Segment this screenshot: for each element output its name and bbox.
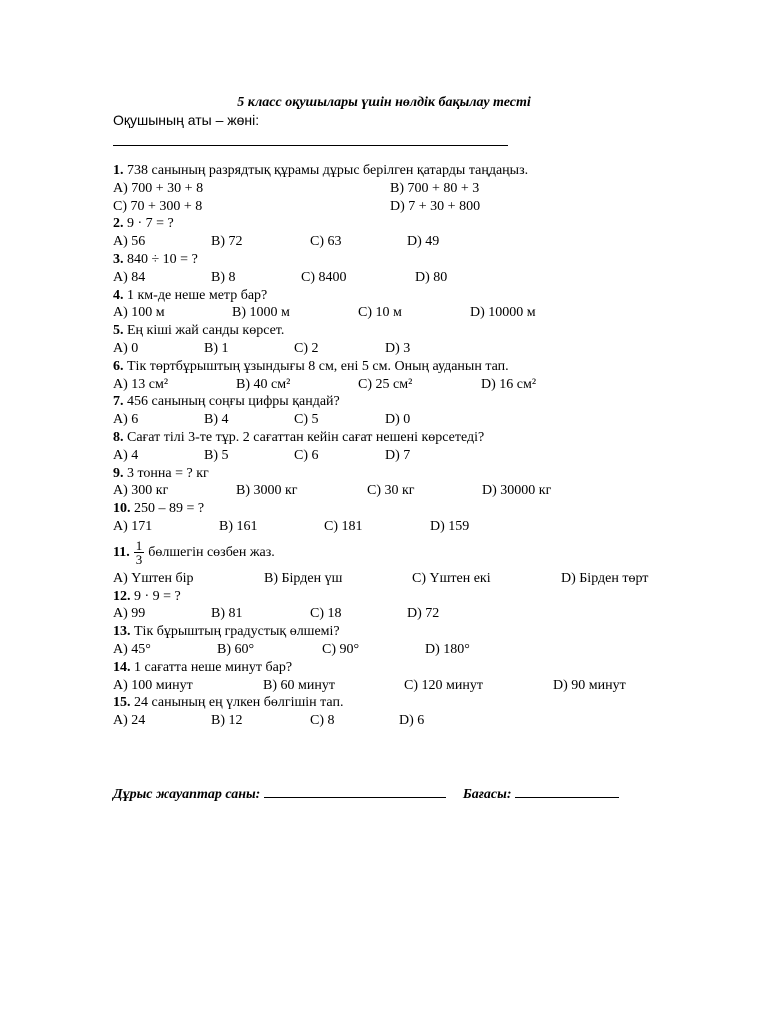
option-c[interactable]: C) 120 минут	[404, 677, 483, 693]
option-a[interactable]: A) 700 + 30 + 8	[113, 180, 204, 196]
options-11	[113, 570, 713, 588]
option-a[interactable]: A) 0	[113, 340, 139, 356]
option-d[interactable]: D) 3	[385, 340, 411, 356]
option-d[interactable]: D) 159	[430, 518, 470, 534]
question-2	[113, 215, 713, 233]
fraction	[134, 539, 145, 566]
options-13	[113, 641, 713, 659]
question-6	[113, 358, 713, 376]
question-text: 250 – 89 = ?	[134, 501, 205, 517]
option-a[interactable]: A) 24	[113, 713, 146, 729]
question-15	[113, 694, 713, 712]
question-number: 15.	[113, 695, 131, 711]
option-d[interactable]: D) 30000 кг	[482, 483, 552, 499]
option-d[interactable]: D) 7 + 30 + 800	[390, 198, 481, 214]
options-3	[113, 269, 713, 287]
option-d[interactable]: D) 10000 м	[470, 305, 536, 321]
option-c[interactable]: C) 30 кг	[367, 483, 415, 499]
options-12	[113, 605, 713, 623]
options-1b	[113, 198, 713, 216]
question-text: 456 санының соңғы цифры қандай?	[127, 394, 340, 410]
option-a[interactable]: A) 99	[113, 606, 146, 622]
option-d[interactable]: D) 72	[407, 606, 440, 622]
option-b[interactable]: B) 60 минут	[263, 677, 335, 693]
option-d[interactable]: D) 49	[407, 234, 440, 250]
question-text: Сағат тілі 3-те тұр. 2 сағаттан кейін сағат нешені көрсетеді?	[127, 429, 485, 445]
option-c[interactable]: C) 18	[310, 606, 342, 622]
question-number: 4.	[113, 287, 124, 303]
option-b[interactable]: B) 40 см²	[236, 376, 291, 392]
option-c[interactable]: C) 8400	[301, 269, 347, 285]
option-a[interactable]: A) 100 м	[113, 305, 165, 321]
option-a[interactable]: A) 45°	[113, 641, 151, 657]
option-c[interactable]: C) 6	[294, 447, 319, 463]
question-text: Тік бұрыштың градустық өлшемі?	[134, 624, 340, 640]
option-c[interactable]: C) Үштен екі	[412, 570, 491, 586]
option-c[interactable]: C) 8	[310, 713, 335, 729]
question-number: 5.	[113, 323, 124, 339]
option-d[interactable]: D) 0	[385, 412, 411, 428]
options-6	[113, 376, 713, 394]
question-number: 9.	[113, 465, 124, 481]
option-a[interactable]: A) 56	[113, 234, 146, 250]
option-d[interactable]: D) 180°	[425, 641, 470, 657]
question-number: 11.	[113, 544, 130, 560]
question-list	[113, 162, 713, 730]
question-3	[113, 251, 713, 269]
question-10	[113, 500, 713, 518]
option-a[interactable]: A) 171	[113, 518, 153, 534]
option-d[interactable]: D) 90 минут	[553, 677, 626, 693]
page-title: 5 класс оқушылары үшін нөлдік бақылау тесті	[237, 95, 531, 110]
option-c[interactable]: C) 181	[324, 518, 363, 534]
option-d[interactable]: D) 7	[385, 447, 411, 463]
option-c[interactable]: C) 90°	[322, 641, 360, 657]
option-d[interactable]: D) 6	[399, 713, 425, 729]
option-b[interactable]: B) 4	[204, 412, 229, 428]
option-c[interactable]: C) 2	[294, 340, 319, 356]
question-text: 9 · 9 = ?	[134, 588, 181, 604]
option-c[interactable]: C) 5	[294, 412, 319, 428]
question-number: 7.	[113, 394, 124, 410]
question-text: 3 тонна = ? кг	[127, 465, 209, 481]
question-text: бөлшегін сөзбен жаз.	[148, 544, 275, 560]
question-number: 14.	[113, 659, 131, 675]
option-a[interactable]: A) 300 кг	[113, 483, 169, 499]
question-1	[113, 162, 713, 180]
option-d[interactable]: D) 80	[415, 269, 448, 285]
question-14	[113, 659, 713, 677]
options-2	[113, 233, 713, 251]
options-9	[113, 482, 713, 500]
option-c[interactable]: C) 63	[310, 234, 342, 250]
grade-label: Бағасы:	[462, 787, 512, 802]
option-b[interactable]: B) 72	[211, 234, 243, 250]
correct-answers-blank[interactable]	[264, 784, 446, 798]
question-text: Ең кіші жай санды көрсет.	[127, 323, 285, 339]
options-14	[113, 677, 713, 695]
option-b[interactable]: B) 12	[211, 713, 243, 729]
grade-blank[interactable]	[515, 784, 619, 798]
option-a[interactable]: A) 13 см²	[113, 376, 169, 392]
question-number: 3.	[113, 251, 124, 267]
option-b[interactable]: B) 8	[211, 269, 236, 285]
options-1a	[113, 180, 713, 198]
question-4	[113, 287, 713, 305]
option-b[interactable]: B) 3000 кг	[236, 483, 298, 499]
option-b[interactable]: B) 81	[211, 606, 243, 622]
question-text: 1 сағатта неше минут бар?	[134, 659, 293, 675]
footer	[113, 784, 619, 803]
option-a[interactable]: A) Үштен бір	[113, 570, 194, 586]
option-c[interactable]: C) 25 см²	[358, 376, 413, 392]
options-5	[113, 340, 713, 358]
option-d[interactable]: D) Бірден төрт	[561, 570, 649, 586]
question-text: 738 санының разрядтық құрамы дұрыс берілген қатарды таңдаңыз.	[127, 163, 529, 178]
question-13	[113, 623, 713, 641]
fraction-numerator: 1	[135, 538, 143, 554]
question-number: 8.	[113, 429, 124, 445]
question-11	[113, 536, 713, 570]
option-a[interactable]: A) 4	[113, 447, 139, 463]
options-8	[113, 447, 713, 465]
question-text: 840 ÷ 10 = ?	[127, 251, 198, 267]
question-number: 12.	[113, 588, 131, 604]
options-15	[113, 712, 713, 730]
question-text: 9 · 7 = ?	[127, 216, 174, 232]
option-c[interactable]: C) 10 м	[358, 305, 402, 321]
question-number: 13.	[113, 624, 131, 640]
question-number: 1.	[113, 163, 124, 178]
question-number: 10.	[113, 501, 131, 517]
options-10	[113, 518, 713, 536]
option-a[interactable]: A) 6	[113, 412, 139, 428]
question-text: Тік төртбұрыштың ұзындығы 8 см, ені 5 см. Оның ауданын тап.	[127, 358, 509, 374]
question-8	[113, 429, 713, 447]
question-text: 1 км-де неше метр бар?	[127, 287, 268, 303]
option-b[interactable]: B) 5	[204, 447, 229, 463]
student-name-label: Оқушының аты – жөні:	[113, 112, 260, 128]
question-number: 2.	[113, 216, 124, 232]
option-b[interactable]: B) 1	[204, 340, 229, 356]
question-number: 6.	[113, 358, 124, 374]
option-b[interactable]: B) 161	[219, 518, 258, 534]
options-7	[113, 411, 713, 429]
question-text: 24 санының ең үлкен бөлгішін тап.	[134, 695, 344, 711]
option-c[interactable]: C) 70 + 300 + 8	[113, 198, 203, 214]
correct-answers-label: Дұрыс жауаптар саны:	[113, 787, 261, 802]
option-d[interactable]: D) 16 см²	[481, 376, 537, 392]
option-b[interactable]: B) 700 + 80 + 3	[390, 180, 480, 196]
option-a[interactable]: A) 100 минут	[113, 677, 193, 693]
student-name-line[interactable]	[113, 145, 508, 146]
fraction-denominator: 3	[135, 552, 143, 568]
question-7	[113, 393, 713, 411]
question-9	[113, 465, 713, 483]
option-a[interactable]: A) 84	[113, 269, 146, 285]
option-b[interactable]: B) 1000 м	[232, 305, 290, 321]
option-b[interactable]: B) Бірден үш	[264, 570, 343, 586]
options-4	[113, 304, 713, 322]
question-5	[113, 322, 713, 340]
question-12	[113, 588, 713, 606]
option-b[interactable]: B) 60°	[217, 641, 255, 657]
